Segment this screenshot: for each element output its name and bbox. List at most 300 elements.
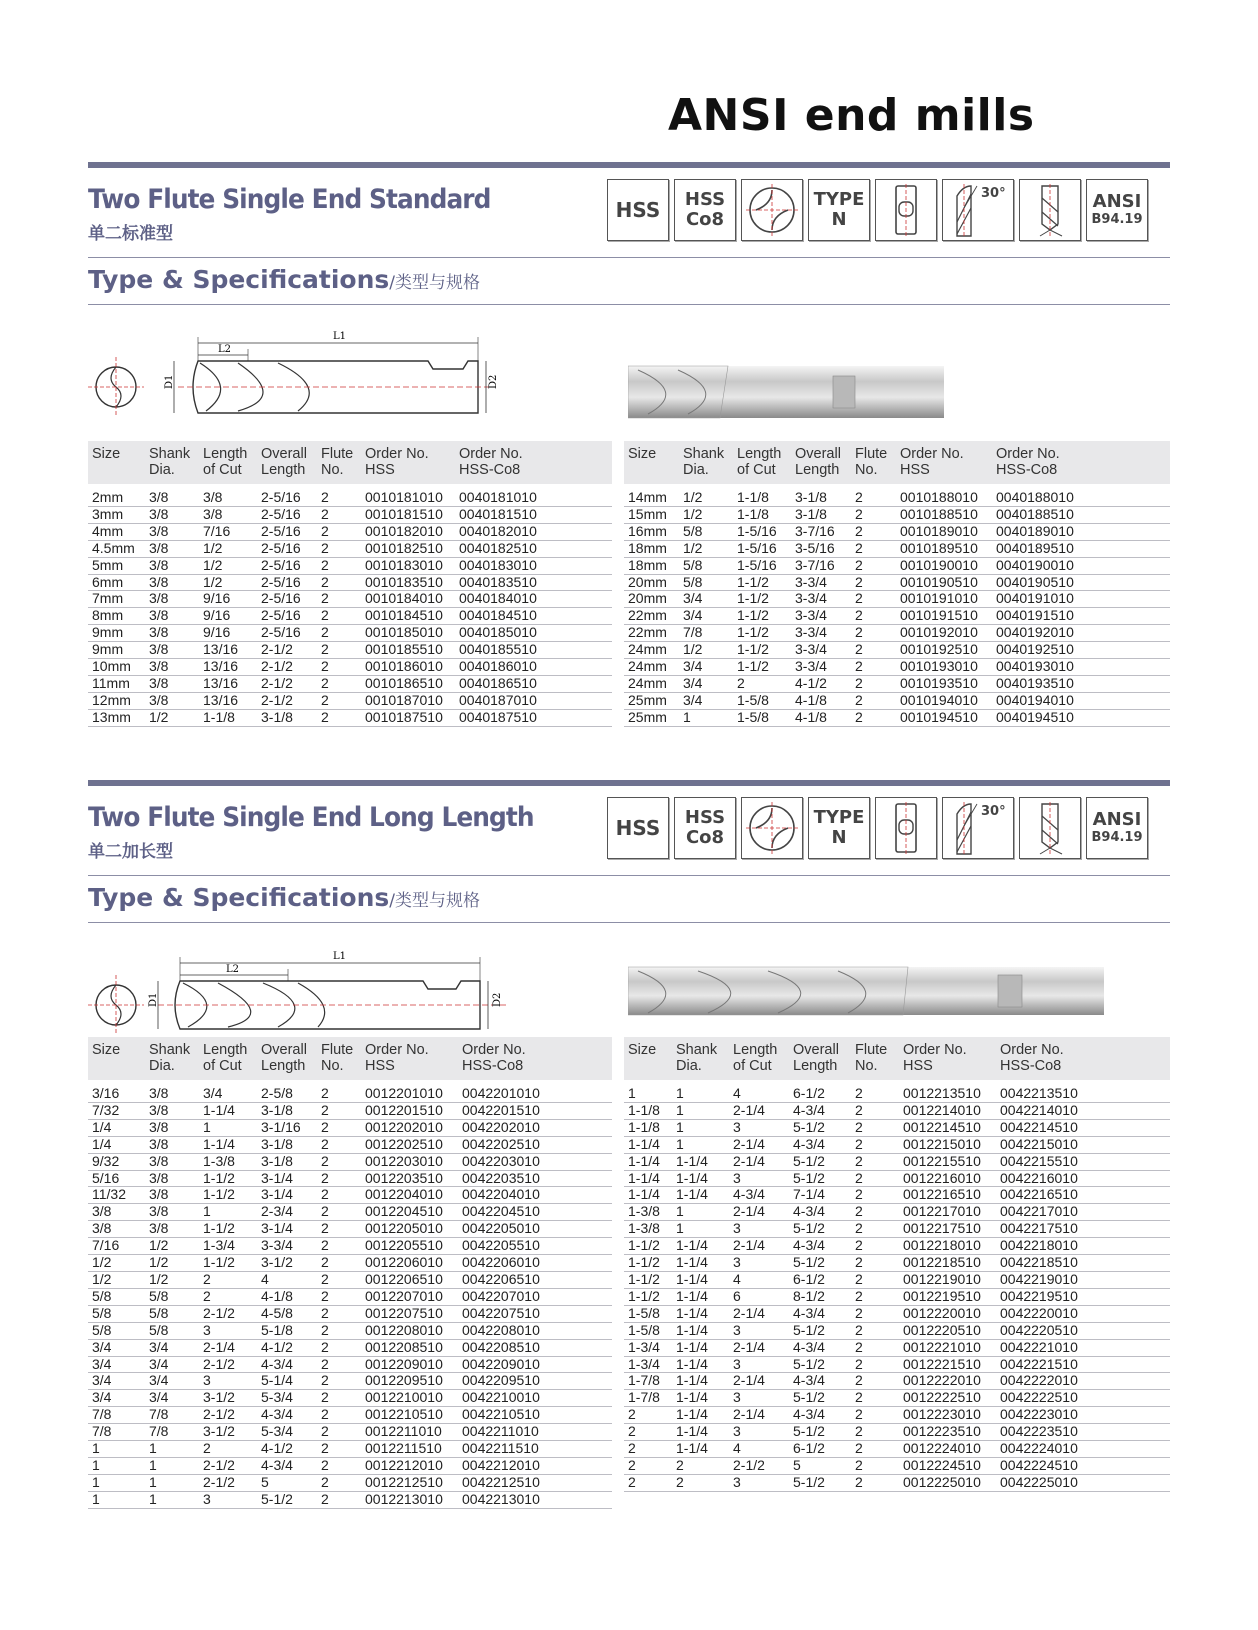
table-cell: 0042216510	[996, 1187, 1170, 1204]
table-row	[88, 1136, 612, 1153]
table-cell: 13/16	[199, 692, 257, 709]
table-cell: 0010193010	[896, 659, 992, 676]
table-cell: 2	[317, 1119, 361, 1136]
table-cell: 2	[624, 1424, 672, 1441]
col-flute: Flute No.	[851, 1037, 899, 1080]
table-cell: 18mm	[624, 557, 679, 574]
table-cell: 2	[851, 591, 896, 608]
table-cell: 2	[851, 1407, 899, 1424]
table-row	[624, 1221, 1170, 1238]
table-cell: 4-3/4	[257, 1407, 317, 1424]
tool-drawing	[88, 327, 508, 432]
table-row	[624, 540, 1170, 557]
table-row	[88, 608, 612, 625]
table-row	[88, 1305, 612, 1322]
ansi-standard-badge: ANSI B94.19	[1086, 179, 1148, 241]
table-row	[88, 1322, 612, 1339]
helix-angle-label: 30°	[981, 804, 1006, 819]
table-cell: 0040188010	[992, 490, 1170, 506]
table-cell: 9/16	[199, 625, 257, 642]
table-cell: 3/4	[199, 1086, 257, 1102]
table-cell: 3-1/2	[199, 1424, 257, 1441]
table-cell: 0042224510	[996, 1457, 1170, 1474]
table-cell: 2	[317, 1288, 361, 1305]
table-cell: 25mm	[624, 692, 679, 709]
table-cell: 0042210010	[458, 1390, 612, 1407]
table-cell: 4-1/2	[257, 1441, 317, 1458]
section-rule	[88, 304, 1170, 305]
table-cell: 0012208010	[361, 1322, 458, 1339]
table-cell: 0040191010	[992, 591, 1170, 608]
table-cell: 4	[257, 1271, 317, 1288]
table-cell: 0042206510	[458, 1271, 612, 1288]
table-cell: 0010187510	[361, 709, 455, 726]
table-cell: 2	[851, 709, 896, 726]
section-title: Two Flute Single End Long Length	[88, 802, 534, 833]
table-row	[88, 574, 612, 591]
table-cell: 2-1/4	[729, 1305, 789, 1322]
table-cell: 1/2	[679, 506, 733, 523]
table-cell: 6-1/2	[789, 1271, 851, 1288]
table-cell: 3-3/4	[791, 625, 851, 642]
table-cell: 1-1/4	[624, 1136, 672, 1153]
col-order-hss: Order No. HSS	[361, 1037, 458, 1080]
table-cell: 2	[851, 659, 896, 676]
table-cell: 2	[317, 540, 361, 557]
table-cell: 0042220510	[996, 1322, 1170, 1339]
table-cell: 0042210510	[458, 1407, 612, 1424]
table-row	[88, 1390, 612, 1407]
table-cell: 4.5mm	[88, 540, 145, 557]
col-size: Size	[88, 441, 145, 484]
table-cell: 2-1/2	[257, 692, 317, 709]
table-row	[88, 557, 612, 574]
table-cell: 0040189010	[992, 523, 1170, 540]
table-row	[88, 1086, 612, 1102]
table-cell: 2	[851, 1187, 899, 1204]
table-cell: 1-1/8	[624, 1119, 672, 1136]
table-cell: 0040193510	[992, 675, 1170, 692]
table-cell: 7/8	[88, 1407, 145, 1424]
tool-photo	[628, 362, 948, 427]
table-cell: 0012213510	[899, 1086, 996, 1102]
table-cell: 0012202010	[361, 1119, 458, 1136]
table-cell: 3-1/8	[257, 1136, 317, 1153]
table-cell: 0040187010	[455, 692, 612, 709]
table-row	[624, 1390, 1170, 1407]
table-cell: 1-1/2	[733, 642, 791, 659]
table-cell: 1-1/2	[199, 1221, 257, 1238]
table-cell: 5/8	[88, 1322, 145, 1339]
table-cell: 2	[851, 1204, 899, 1221]
table-cell: 4-3/4	[789, 1373, 851, 1390]
table-cell: 3/8	[145, 1136, 199, 1153]
table-cell: 0012217010	[899, 1204, 996, 1221]
table-cell: 2-1/2	[199, 1474, 257, 1491]
table-cell: 3/4	[145, 1339, 199, 1356]
table-cell: 9/16	[199, 608, 257, 625]
col-shank: Shank Dia.	[145, 1037, 199, 1080]
flat-shank-icon	[875, 179, 937, 241]
table-cell: 2	[851, 1424, 899, 1441]
table-cell: 0012223510	[899, 1424, 996, 1441]
table-row	[88, 709, 612, 726]
table-cell: 2	[317, 692, 361, 709]
table-cell: 2-5/16	[257, 490, 317, 506]
table-cell: 2	[672, 1457, 729, 1474]
table-cell: 2	[851, 1339, 899, 1356]
table-cell: 3	[729, 1356, 789, 1373]
table-row	[88, 1170, 612, 1187]
table-cell: 1	[199, 1119, 257, 1136]
table-cell: 0012214510	[899, 1119, 996, 1136]
table-cell: 4-1/2	[257, 1339, 317, 1356]
table-cell: 1	[145, 1474, 199, 1491]
feature-badges	[607, 179, 1148, 241]
table-cell: 1	[672, 1086, 729, 1102]
table-cell: 0012206010	[361, 1255, 458, 1272]
table-cell: 1	[88, 1441, 145, 1458]
table-row	[624, 642, 1170, 659]
table-cell: 3/4	[145, 1373, 199, 1390]
table-cell: 2	[624, 1407, 672, 1424]
table-cell: 1-1/4	[672, 1441, 729, 1458]
table-cell: 2	[317, 506, 361, 523]
table-cell: 3/8	[145, 1170, 199, 1187]
table-cell: 0012222510	[899, 1390, 996, 1407]
col-length-of-cut: Length of Cut	[729, 1037, 789, 1080]
table-row	[88, 591, 612, 608]
table-cell: 3-1/4	[257, 1187, 317, 1204]
table-cell: 3	[729, 1221, 789, 1238]
table-cell: 13/16	[199, 659, 257, 676]
table-cell: 1/4	[88, 1119, 145, 1136]
table-row	[88, 1238, 612, 1255]
table-cell: 2	[624, 1457, 672, 1474]
section-title-cn: 单二加长型	[88, 842, 173, 862]
table-cell: 0010191510	[896, 608, 992, 625]
table-cell: 1-7/8	[624, 1373, 672, 1390]
table-cell: 2	[199, 1271, 257, 1288]
spec-table-left	[88, 1037, 612, 1509]
table-cell: 3-1/8	[257, 1153, 317, 1170]
table-cell: 5-1/2	[789, 1356, 851, 1373]
section-long-length	[88, 780, 1170, 1540]
col-order-hss: Order No. HSS	[361, 441, 455, 484]
table-cell: 4-3/4	[789, 1238, 851, 1255]
table-cell: 20mm	[624, 591, 679, 608]
spec-heading: Type & Specifications/类型与规格	[88, 883, 481, 912]
table-row	[88, 692, 612, 709]
table-cell: 1	[145, 1491, 199, 1508]
table-cell: 2	[317, 659, 361, 676]
table-cell: 0010194010	[896, 692, 992, 709]
table-cell: 0042207510	[458, 1305, 612, 1322]
table-cell: 0042213510	[996, 1086, 1170, 1102]
table-cell: 1/2	[145, 1255, 199, 1272]
table-cell: 4-3/4	[789, 1204, 851, 1221]
table-cell: 3/8	[145, 659, 199, 676]
table-cell: 2	[317, 1441, 361, 1458]
table-cell: 1-1/2	[624, 1255, 672, 1272]
table-cell: 0042215510	[996, 1153, 1170, 1170]
table-cell: 1-5/16	[733, 523, 791, 540]
spec-table-right	[624, 1037, 1170, 1492]
type-n-badge: TYPE N	[808, 179, 870, 241]
table-cell: 1/2	[145, 1271, 199, 1288]
table-cell: 0042220010	[996, 1305, 1170, 1322]
table-cell: 1/2	[88, 1271, 145, 1288]
table-cell: 2	[317, 675, 361, 692]
table-cell: 3/4	[88, 1339, 145, 1356]
table-cell: 2	[851, 1153, 899, 1170]
table-cell: 2	[317, 625, 361, 642]
table-cell: 3/8	[145, 574, 199, 591]
table-cell: 0012203510	[361, 1170, 458, 1187]
col-order-co8: Order No. HSS-Co8	[996, 1037, 1170, 1080]
table-cell: 5/16	[88, 1170, 145, 1187]
table-cell: 1-5/16	[733, 557, 791, 574]
table-cell: 2	[851, 1322, 899, 1339]
table-cell: 3/8	[145, 540, 199, 557]
table-cell: 0010181510	[361, 506, 455, 523]
type-n-badge: TYPE N	[808, 797, 870, 859]
table-cell: 5/8	[145, 1305, 199, 1322]
table-cell: 0010186510	[361, 675, 455, 692]
table-cell: 0010188510	[896, 506, 992, 523]
table-cell: 0042209010	[458, 1356, 612, 1373]
table-cell: 2	[317, 1170, 361, 1187]
section-divider	[88, 780, 1170, 786]
table-cell: 0010192510	[896, 642, 992, 659]
col-order-co8: Order No. HSS-Co8	[458, 1037, 612, 1080]
table-cell: 2	[851, 1441, 899, 1458]
table-cell: 1	[672, 1221, 729, 1238]
table-row	[88, 659, 612, 676]
table-cell: 2	[851, 1457, 899, 1474]
table-cell: 0042206010	[458, 1255, 612, 1272]
table-cell: 2	[317, 1255, 361, 1272]
table-cell: 1-1/4	[672, 1170, 729, 1187]
table-cell: 0042214010	[996, 1102, 1170, 1119]
col-flute: Flute No.	[317, 441, 361, 484]
table-cell: 3/8	[145, 642, 199, 659]
table-cell: 3/8	[145, 557, 199, 574]
table-cell: 3-7/16	[791, 523, 851, 540]
tool-drawing	[88, 945, 528, 1050]
table-cell: 0042212510	[458, 1474, 612, 1491]
table-cell: 0010189010	[896, 523, 992, 540]
table-cell: 1-1/2	[624, 1238, 672, 1255]
table-cell: 0042219510	[996, 1288, 1170, 1305]
table-row	[88, 1119, 612, 1136]
table-header	[624, 441, 1170, 484]
table-cell: 7-1/4	[789, 1187, 851, 1204]
table-cell: 1-3/8	[199, 1153, 257, 1170]
table-cell: 2	[317, 1187, 361, 1204]
table-row	[624, 675, 1170, 692]
table-cell: 1	[88, 1491, 145, 1508]
table-cell: 5/8	[88, 1288, 145, 1305]
helix-angle-label: 30°	[981, 186, 1006, 201]
table-cell: 1/2	[199, 574, 257, 591]
table-cell: 3-3/4	[791, 642, 851, 659]
table-cell: 1-1/4	[672, 1305, 729, 1322]
table-cell: 0012213010	[361, 1491, 458, 1508]
table-cell: 2	[317, 1474, 361, 1491]
col-shank: Shank Dia.	[145, 441, 199, 484]
table-cell: 1	[624, 1086, 672, 1102]
table-cell: 0012218010	[899, 1238, 996, 1255]
table-cell: 2-1/2	[257, 659, 317, 676]
table-row	[88, 490, 612, 506]
table-cell: 1-1/4	[624, 1187, 672, 1204]
table-row	[624, 1322, 1170, 1339]
spec-heading: Type & Specifications/类型与规格	[88, 265, 481, 294]
table-cell: 0042201010	[458, 1086, 612, 1102]
table-cell: 2	[317, 1271, 361, 1288]
section-rule	[88, 922, 1170, 923]
table-cell: 4-1/8	[791, 692, 851, 709]
table-cell: 0040190510	[992, 574, 1170, 591]
table-cell: 0012224010	[899, 1441, 996, 1458]
table-cell: 0010190010	[896, 557, 992, 574]
table-cell: 15mm	[624, 506, 679, 523]
table-cell: 5	[257, 1474, 317, 1491]
table-cell: 1-1/2	[199, 1170, 257, 1187]
table-cell: 0012205010	[361, 1221, 458, 1238]
table-cell: 0042204510	[458, 1204, 612, 1221]
table-cell: 2	[317, 490, 361, 506]
table-cell: 3/8	[199, 506, 257, 523]
table-cell: 1	[672, 1119, 729, 1136]
table-cell: 13mm	[88, 709, 145, 726]
table-cell: 7/8	[145, 1407, 199, 1424]
table-cell: 3/4	[88, 1373, 145, 1390]
table-cell: 3	[729, 1424, 789, 1441]
table-cell: 20mm	[624, 574, 679, 591]
table-header	[88, 1037, 612, 1080]
table-cell: 0042216010	[996, 1170, 1170, 1187]
hss-badge: HSS	[607, 179, 669, 241]
table-row	[624, 557, 1170, 574]
table-cell: 1-1/2	[733, 659, 791, 676]
table-cell: 5-3/4	[257, 1424, 317, 1441]
table-cell: 3-3/4	[791, 608, 851, 625]
table-cell: 2	[317, 1153, 361, 1170]
table-cell: 1	[672, 1204, 729, 1221]
table-cell: 0012225010	[899, 1474, 996, 1491]
table-cell: 1/2	[145, 709, 199, 726]
table-cell: 2	[317, 523, 361, 540]
table-cell: 4-3/4	[789, 1102, 851, 1119]
section-standard	[88, 162, 1170, 725]
table-cell: 3/8	[145, 692, 199, 709]
table-cell: 3-3/4	[791, 591, 851, 608]
table-cell: 6-1/2	[789, 1086, 851, 1102]
table-cell: 0010182510	[361, 540, 455, 557]
table-cell: 3/8	[145, 490, 199, 506]
table-cell: 0012204010	[361, 1187, 458, 1204]
table-cell: 1	[145, 1441, 199, 1458]
table-cell: 1-1/2	[733, 574, 791, 591]
table-cell: 1-5/8	[624, 1322, 672, 1339]
table-cell: 0040194510	[992, 709, 1170, 726]
table-cell: 1-1/4	[672, 1238, 729, 1255]
table-cell: 2	[851, 1221, 899, 1238]
table-cell: 0042207010	[458, 1288, 612, 1305]
d2-label: D2	[492, 992, 503, 1007]
table-cell: 3/4	[145, 1356, 199, 1373]
table-cell: 1-1/8	[199, 709, 257, 726]
table-row	[88, 540, 612, 557]
table-cell: 0012206510	[361, 1271, 458, 1288]
table-cell: 3/8	[145, 506, 199, 523]
table-cell: 2	[317, 1457, 361, 1474]
table-row	[88, 675, 612, 692]
col-size: Size	[624, 1037, 672, 1080]
table-cell: 3/4	[679, 675, 733, 692]
table-cell: 1/2	[679, 540, 733, 557]
table-cell: 2	[317, 1221, 361, 1238]
table-row	[624, 1086, 1170, 1102]
table-cell: 2-5/16	[257, 574, 317, 591]
table-cell: 0040183510	[455, 574, 612, 591]
table-cell: 2-5/16	[257, 523, 317, 540]
table-cell: 5-1/2	[789, 1119, 851, 1136]
table-cell: 1-7/8	[624, 1390, 672, 1407]
table-cell: 2	[851, 1136, 899, 1153]
helix-angle-icon	[942, 797, 1014, 859]
table-cell: 0040192010	[992, 625, 1170, 642]
table-cell: 0010185510	[361, 642, 455, 659]
table-cell: 0012216510	[899, 1187, 996, 1204]
table-cell: 2-1/4	[199, 1339, 257, 1356]
table-cell: 2	[317, 1407, 361, 1424]
table-cell: 0012219010	[899, 1271, 996, 1288]
table-row	[624, 625, 1170, 642]
table-cell: 2	[851, 1170, 899, 1187]
table-cell: 4-1/8	[791, 709, 851, 726]
table-row	[88, 1102, 612, 1119]
table-cell: 2-5/16	[257, 608, 317, 625]
table-cell: 2	[317, 1305, 361, 1322]
table-cell: 5-1/2	[789, 1322, 851, 1339]
table-cell: 4-3/4	[729, 1187, 789, 1204]
col-order-co8: Order No. HSS-Co8	[992, 441, 1170, 484]
table-cell: 1-1/4	[624, 1153, 672, 1170]
table-cell: 1-1/4	[624, 1170, 672, 1187]
table-cell: 0040186010	[455, 659, 612, 676]
table-row	[624, 1339, 1170, 1356]
table-cell: 1-1/8	[624, 1102, 672, 1119]
col-flute: Flute No.	[851, 441, 896, 484]
table-header	[624, 1037, 1170, 1080]
table-cell: 1-1/4	[199, 1136, 257, 1153]
table-cell: 7/8	[145, 1424, 199, 1441]
table-cell: 3/8	[145, 1153, 199, 1170]
table-cell: 3/8	[145, 1102, 199, 1119]
table-cell: 2-1/2	[257, 675, 317, 692]
table-cell: 0010185010	[361, 625, 455, 642]
table-cell: 2	[317, 1136, 361, 1153]
table-cell: 0042212010	[458, 1457, 612, 1474]
table-cell: 3/4	[88, 1356, 145, 1373]
table-cell: 4-3/4	[789, 1407, 851, 1424]
table-cell: 0042224010	[996, 1441, 1170, 1458]
table-cell: 0012207010	[361, 1288, 458, 1305]
table-cell: 2mm	[88, 490, 145, 506]
